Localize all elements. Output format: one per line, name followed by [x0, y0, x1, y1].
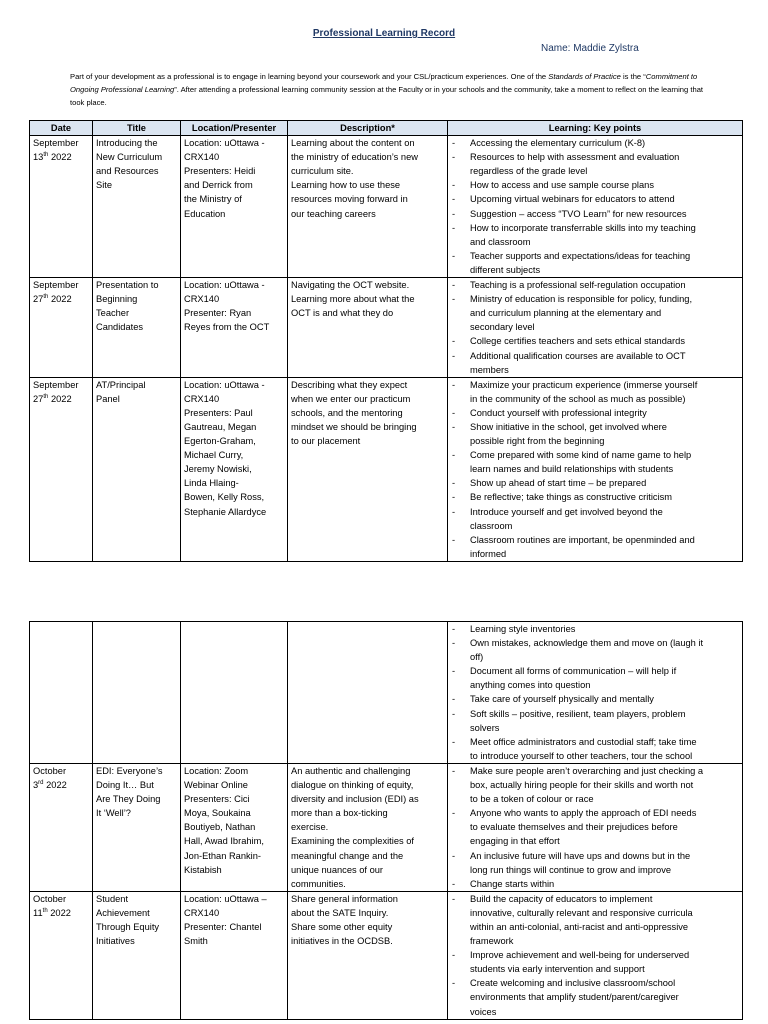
cell-line: Kistabish	[184, 864, 222, 875]
cell-line: Student	[96, 893, 129, 904]
cell-line: possible right from the beginning	[470, 436, 605, 447]
cell-line: - Show up ahead of start time – be prepared	[470, 478, 647, 489]
key-point	[450, 476, 740, 490]
key-point	[450, 806, 740, 848]
cell-line: members	[470, 364, 509, 375]
key-point	[450, 692, 740, 706]
cell-line: Presenters: Cici	[184, 794, 250, 805]
cell-line: CRX140	[184, 393, 220, 404]
intro-text: is the “	[620, 72, 646, 81]
cell-line: 11th 2022	[33, 907, 71, 918]
cell-line: Presenters: Heidi	[184, 166, 256, 177]
key-points-list	[450, 136, 740, 277]
cell-line: - Resources to help with assessment and evaluation	[470, 152, 680, 163]
cell-line: Location: uOttawa -	[184, 280, 265, 291]
key-points-cell	[448, 136, 743, 278]
cell-line: CRX140	[184, 152, 220, 163]
cell-line: CRX140	[184, 294, 220, 305]
cell-line: - Conduct yourself with professional integrity	[470, 407, 647, 418]
cell-line: about the SATE Inquiry.	[291, 907, 389, 918]
cell-line: exercise.	[291, 822, 329, 833]
cell-line: anything comes into question	[470, 680, 591, 691]
cell-line: meaningful change and the	[291, 850, 404, 861]
location-cell	[181, 891, 288, 1019]
title-cell	[93, 136, 181, 278]
description-cell	[288, 763, 448, 891]
key-points-cell	[448, 278, 743, 378]
cell-line: our teaching careers	[291, 208, 376, 219]
cell-line: the ministry of education’s new	[291, 152, 418, 163]
cell-line: and curriculum planning at the elementary and	[470, 308, 662, 319]
cell-line: classroom	[470, 520, 513, 531]
key-point	[450, 735, 740, 763]
key-point	[450, 406, 740, 420]
key-points-cell	[448, 763, 743, 891]
column-header: Learning: Key points	[448, 121, 743, 136]
cell-line: Presentation to	[96, 280, 159, 291]
table-header-row	[30, 121, 743, 136]
cell-line: It ‘Well’?	[96, 808, 131, 819]
cell-line: more than a box-ticking	[291, 808, 388, 819]
cell-line: September	[33, 138, 79, 149]
cell-line: - Maximize your practicum experience (immerse yourself	[470, 379, 698, 390]
cell-line: mindset we should be bringing	[291, 421, 417, 432]
cell-line: the Ministry of	[184, 194, 242, 205]
cell-line: An authentic and challenging	[291, 765, 411, 776]
table-row	[30, 136, 743, 278]
title-cell	[93, 622, 181, 764]
cell-line: diversity and inclusion (EDI) as	[291, 794, 419, 805]
cell-line: - Introduce yourself and get involved beyond the	[470, 506, 663, 517]
cell-line: Site	[96, 180, 113, 191]
key-points-list	[450, 622, 740, 763]
cell-line: Presenter: Ryan	[184, 308, 252, 319]
cell-line: - Teacher supports and expectations/ideas for teaching	[470, 250, 691, 261]
cell-line: Share general information	[291, 893, 398, 904]
title-cell	[93, 891, 181, 1019]
cell-line: - An inclusive future will have ups and downs but in the	[470, 850, 691, 861]
cell-line: AT/Principal	[96, 379, 146, 390]
column-header: Location/Presenter	[181, 121, 288, 136]
cell-line: September	[33, 379, 79, 390]
cell-line: Gautreau, Megan	[184, 421, 257, 432]
cell-line: Share some other equity	[291, 921, 393, 932]
cell-line: 3rd 2022	[33, 779, 67, 791]
key-point	[450, 707, 740, 735]
cell-line: 27th 2022	[33, 294, 72, 305]
date-cell	[30, 891, 93, 1019]
cell-line: initiatives in the OCDSB.	[291, 936, 393, 947]
key-point	[450, 849, 740, 877]
cell-line: innovative, culturally relevant and responsive curricula	[470, 907, 693, 918]
cell-line: dialogue on thinking of equity,	[291, 780, 414, 791]
cell-line: Through Equity	[96, 921, 160, 932]
key-point	[450, 192, 740, 206]
cell-line: - Own mistakes, acknowledge them and move on (laugh it	[470, 638, 704, 649]
key-point	[450, 221, 740, 249]
table-row	[30, 763, 743, 891]
key-point	[450, 505, 740, 533]
intro-emphasis: Commitment to Ongoing Professional Learning	[70, 72, 698, 94]
cell-line: Location: uOttawa –	[184, 893, 267, 904]
key-points-list	[450, 378, 740, 561]
key-point	[450, 877, 740, 891]
key-point	[450, 249, 740, 277]
cell-line: - Suggestion – access “TVO Learn” for new resources	[470, 208, 687, 219]
cell-line: Presenters: Paul	[184, 407, 253, 418]
description-cell	[288, 377, 448, 561]
cell-line: voices	[470, 1006, 497, 1017]
table-row	[30, 891, 743, 1019]
key-point	[450, 892, 740, 948]
cell-line: Examining the complexities of	[291, 836, 414, 847]
date-cell	[30, 377, 93, 561]
cell-line: regardless of the grade level	[470, 166, 588, 177]
column-header: Title	[93, 121, 181, 136]
location-cell	[181, 278, 288, 378]
cell-line: 27th 2022	[33, 393, 72, 404]
cell-line: in the community of the school as much as possible)	[470, 393, 686, 404]
cell-line: - Create welcoming and inclusive classroom/school	[470, 978, 676, 989]
cell-line: 13th 2022	[33, 152, 72, 163]
cell-line: to our placement	[291, 436, 361, 447]
learning-record-table-continued	[29, 621, 743, 1020]
cell-line: secondary level	[470, 322, 535, 333]
key-point	[450, 976, 740, 1018]
cell-line: - Upcoming virtual webinars for educators to attend	[470, 194, 675, 205]
column-header: Description*	[288, 121, 448, 136]
cell-line: - How to access and use sample course plans	[470, 180, 654, 191]
cell-line: EDI: Everyone’s	[96, 765, 163, 776]
table-row	[30, 278, 743, 378]
cell-line: to introduce yourself to other teachers, tour the school	[470, 750, 693, 761]
cell-line: framework	[470, 936, 514, 947]
cell-line: Jon-Ethan Rankin-	[184, 850, 261, 861]
key-point	[450, 448, 740, 476]
cell-line: box, actually hiring people for their skills and worth not	[470, 780, 694, 791]
cell-line: Achievement	[96, 907, 150, 918]
cell-line: Describing what they expect	[291, 379, 408, 390]
cell-line: Stephanie Allardyce	[184, 506, 267, 517]
intro-text: Part of your development as a professional is to engage in learning beyond your coursework and your CSL/practicum experiences. One of the	[70, 72, 549, 81]
key-point	[450, 278, 740, 292]
cell-line: Panel	[96, 393, 120, 404]
cell-line: - Additional qualification courses are available to OCT	[470, 350, 686, 361]
cell-line: communities.	[291, 878, 346, 889]
cell-line: - Change starts within	[470, 878, 555, 889]
cell-line: - Come prepared with some kind of name game to help	[470, 450, 692, 461]
key-points-list	[450, 892, 740, 1019]
key-point	[450, 292, 740, 334]
cell-line: Doing It… But	[96, 780, 154, 791]
cell-line: - Be reflective; take things as constructive criticism	[470, 492, 673, 503]
student-name: Name: Maddie Zylstra	[541, 43, 639, 54]
key-point	[450, 764, 740, 806]
key-point	[450, 664, 740, 692]
location-cell	[181, 136, 288, 278]
cell-line: long run things will continue to grow and improve	[470, 864, 672, 875]
cell-line: solvers	[470, 722, 500, 733]
date-cell	[30, 763, 93, 891]
cell-line: and Derrick from	[184, 180, 253, 191]
cell-line: - College certifies teachers and sets ethical standards	[470, 336, 685, 347]
cell-line: - Classroom routines are important, be openminded and	[470, 534, 695, 545]
cell-line: within an anti-colonial, anti-racist and anti-oppressive	[470, 921, 689, 932]
date-cell	[30, 136, 93, 278]
key-points-list	[450, 764, 740, 891]
key-points-cell	[448, 377, 743, 561]
cell-line: - How to incorporate transferrable skills into my teaching	[470, 222, 696, 233]
cell-line: October	[33, 765, 67, 776]
key-points-cell	[448, 622, 743, 764]
intro-paragraph	[70, 70, 710, 109]
cell-line: Learning about the content on	[291, 138, 415, 149]
cell-line: October	[33, 893, 67, 904]
description-cell	[288, 891, 448, 1019]
intro-text: ”. After attending a professional learning community session at the Faculty or in your schools and the community, take a moment to reflect on the learning that took place.	[70, 85, 704, 107]
cell-line: - Ministry of education is responsible for policy, funding,	[470, 294, 693, 305]
cell-line: Presenter: Chantel	[184, 921, 262, 932]
title-cell	[93, 763, 181, 891]
cell-line: - Document all forms of communication – will help if	[470, 666, 677, 677]
cell-line: Navigating the OCT website.	[291, 280, 410, 291]
cell-line: Introducing the	[96, 138, 158, 149]
cell-line: - Make sure people aren’t overarching and just checking a	[470, 765, 704, 776]
cell-line: Teacher	[96, 308, 130, 319]
key-point	[450, 490, 740, 504]
cell-line: learn names and build relationships with students	[470, 464, 674, 475]
cell-line: Learning more about what the	[291, 294, 415, 305]
description-cell	[288, 278, 448, 378]
cell-line: - Show initiative in the school, get involved where	[470, 421, 667, 432]
cell-line: when we enter our practicum	[291, 393, 411, 404]
location-cell	[181, 763, 288, 891]
cell-line: - Anyone who wants to apply the approach of EDI needs	[470, 808, 697, 819]
key-points-cell	[448, 891, 743, 1019]
cell-line: Moya, Soukaina	[184, 808, 251, 819]
cell-line: - Meet office administrators and custodial staff; take time	[470, 736, 697, 747]
cell-line: Webinar Online	[184, 780, 248, 791]
cell-line: curriculum site.	[291, 166, 354, 177]
cell-line: CRX140	[184, 907, 220, 918]
document-title: Professional Learning Record	[312, 28, 456, 39]
cell-line: Are They Doing	[96, 794, 161, 805]
key-point	[450, 207, 740, 221]
title-cell	[93, 377, 181, 561]
key-point	[450, 349, 740, 377]
cell-line: Bowen, Kelly Ross,	[184, 492, 265, 503]
cell-line: Linda Hlaing-	[184, 478, 239, 489]
cell-line: and Resources	[96, 166, 159, 177]
key-point	[450, 378, 740, 406]
cell-line: Initiatives	[96, 936, 135, 947]
key-point	[450, 334, 740, 348]
location-cell	[181, 377, 288, 561]
key-point	[450, 150, 740, 178]
cell-line: Learning how to use these	[291, 180, 401, 191]
key-point	[450, 636, 740, 664]
cell-line: off)	[470, 652, 484, 663]
cell-line: - Accessing the elementary curriculum (K-8)	[470, 138, 646, 149]
cell-line: Jeremy Nowiski,	[184, 464, 252, 475]
cell-line: to be a token of colour or race	[470, 794, 594, 805]
cell-line: Beginning	[96, 294, 138, 305]
cell-line: engaging in that effort	[470, 836, 560, 847]
key-point	[450, 948, 740, 976]
description-cell	[288, 136, 448, 278]
cell-line: Location: uOttawa -	[184, 138, 265, 149]
cell-line: Michael Curry,	[184, 450, 244, 461]
cell-line: September	[33, 280, 79, 291]
cell-line: New Curriculum	[96, 152, 163, 163]
date-cell	[30, 278, 93, 378]
cell-line: to evaluate themselves and their prejudices before	[470, 822, 678, 833]
date-cell	[30, 622, 93, 764]
cell-line: unique nuances of our	[291, 864, 384, 875]
key-point	[450, 136, 740, 150]
cell-line: Hall, Awad Ibrahim,	[184, 836, 264, 847]
learning-record-table	[29, 120, 743, 562]
title-cell	[93, 278, 181, 378]
location-cell	[181, 622, 288, 764]
cell-line: - Take care of yourself physically and mentally	[470, 694, 654, 705]
key-point	[450, 178, 740, 192]
cell-line: - Soft skills – positive, resilient, team players, problem	[470, 708, 686, 719]
cell-line: Smith	[184, 936, 208, 947]
cell-line: - Teaching is a professional self-regulation occupation	[470, 280, 686, 291]
table-row	[30, 377, 743, 561]
cell-line: Location: Zoom	[184, 765, 249, 776]
cell-line: resources moving forward in	[291, 194, 408, 205]
cell-line: - Learning style inventories	[470, 624, 576, 634]
intro-emphasis: Standards of Practice	[548, 72, 621, 81]
key-point	[450, 420, 740, 448]
cell-line: - Build the capacity of educators to implement	[470, 893, 653, 904]
cell-line: different subjects	[470, 264, 541, 275]
cell-line: students via early intervention and support	[470, 964, 645, 975]
column-header: Date	[30, 121, 93, 136]
key-point	[450, 622, 740, 636]
cell-line: environments that amplify student/parent/caregiver	[470, 992, 679, 1003]
cell-line: - Improve achievement and well-being for underserved	[470, 950, 690, 961]
key-point	[450, 533, 740, 561]
cell-line: Education	[184, 208, 226, 219]
cell-line: Candidates	[96, 322, 144, 333]
cell-line: Egerton-Graham,	[184, 436, 256, 447]
cell-line: schools, and the mentoring	[291, 407, 403, 418]
table-row	[30, 622, 743, 764]
cell-line: Reyes from the OCT	[184, 322, 270, 333]
description-cell	[288, 622, 448, 764]
cell-line: and classroom	[470, 236, 531, 247]
cell-line: Location: uOttawa -	[184, 379, 265, 390]
cell-line: OCT is and what they do	[291, 308, 394, 319]
cell-line: Boutiyeb, Nathan	[184, 822, 256, 833]
cell-line: informed	[470, 548, 507, 559]
key-points-list	[450, 278, 740, 377]
